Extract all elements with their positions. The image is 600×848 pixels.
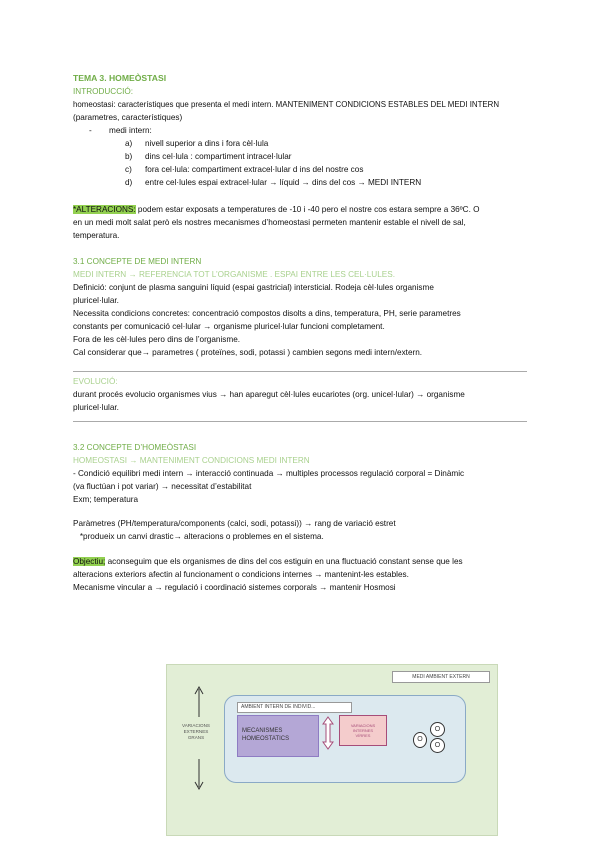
list-letter: d) (125, 178, 133, 187)
intro-line: (parametres, característiques) (73, 113, 183, 122)
section-subheading: MEDI INTERN → REFERENCIA TOT L’ORGANISME . ESPAI ENTRE LES CEL·LULES. (73, 270, 395, 279)
paragraph-line: constants per comunicació cel·lular → organisme pluricel·lular funcioni completament. (73, 322, 385, 331)
paragraph-line: pluricel·lular. (73, 403, 119, 412)
external-variations (176, 723, 216, 741)
page-title: TEMA 3. HOMEÒSTASI (73, 73, 167, 83)
list-letter: b) (125, 152, 133, 161)
list-item (73, 163, 527, 176)
objectiu-text: aconseguim que els organismes de dins del cos estiguin en una fluctuació constant sense que les (105, 557, 463, 566)
homeostasis-diagram (166, 664, 498, 836)
paragraph-line: - Condició equilibri medi intern → interacció continuada → multiples processos regulació corporal = Dinàmic (73, 469, 465, 478)
paragraph-line: Paràmetres (PH/temperatura/components (calci, sodi, potassi)) → rang de variació estret (73, 519, 396, 528)
double-arrow-icon (322, 716, 334, 750)
mechanisms-line: HOMEOSTATICS (242, 736, 290, 742)
internal-variations-line: VARIACIONS (350, 723, 376, 728)
up-arrow-icon (193, 685, 205, 719)
alteracions-text: podem estar exposats a temperatures de -10 i -40 pero el nostre cos estara sempre a 36ºC. O (135, 205, 480, 214)
intro-heading: INTRODUCCIÓ: (73, 87, 134, 96)
bullet-item (73, 124, 527, 137)
list-item (73, 150, 527, 163)
paragraph-line: Fora de les cèl·lules pero dins de l’organisme. (73, 335, 241, 344)
paragraph-line: *produeix un canvi drastic→ alteracions o problemes en el sistema. (73, 532, 324, 541)
bullet-dash: - (89, 126, 92, 135)
paragraph-line: (va fluctúan i pot variar) → necessitat d’estabilitat (73, 482, 252, 491)
cell-circle-icon: O (430, 722, 445, 737)
external-variations-line: VARIACIONS (182, 723, 210, 728)
alteracions-label: *ALTERACIONS: (73, 205, 136, 214)
internal-variations-line: INTERNES (352, 728, 374, 733)
external-variations-line: GRANS (187, 735, 205, 740)
paragraph-line: Cal considerar que→ parametres ( proteïnes, sodi, potassi ) cambien segons medi intern/extern. (73, 348, 423, 357)
external-environment-label: MEDI AMBIENT EXTERN (392, 671, 490, 683)
section-heading: 3.1 CONCEPTE DE MEDI INTERN (73, 257, 202, 266)
mechanisms-line: MECANISMES (242, 728, 283, 734)
external-variations-line: EXTERNES (183, 729, 209, 734)
paragraph-line: alteracions exteriors afectin al funcionament o condicions internes → mantenint-les estables. (73, 570, 409, 579)
list-text: nivell superior a dins i fora cèl·lula (145, 139, 269, 148)
document-page (73, 72, 527, 594)
objectiu-label: Objectiu; (73, 557, 106, 566)
list-text: fora cel·lula: compartiment extracel·lular d ins del nostre cos (145, 165, 364, 174)
paragraph-line: Definició: conjunt de plasma sanguini líquid (espai gastricial) intersticial. Rodeja cèl·lules organisme (73, 283, 434, 292)
paragraph-line: Mecanisme vincular a → regulació i coordinació sistemes corporals → mantenir Hosmosi (73, 583, 396, 592)
paragraph-line: Necessita condicions concretes: concentració compostos disolts a dins, temperatura, PH, serie parametres (73, 309, 461, 318)
paragraph-line: Exm; temperatura (73, 495, 139, 504)
section-heading: 3.2 CONCEPTE D’HOMEÒSTASI (73, 443, 197, 452)
homeostatic-mechanisms-box (237, 715, 319, 757)
internal-environment-label: AMBIENT INTERN DE INDIVID... (237, 702, 352, 713)
alteracions-paragraph (73, 203, 527, 216)
alteracions-line: en un medi molt salat però els nostres mecanismes d’homeostasi permeten mantenir estable el nivell de sal, (73, 218, 466, 227)
section-subheading: HOMEOSTASI → MANTENIMENT CONDICIONS MEDI INTERN (73, 456, 310, 465)
list-item (73, 137, 527, 150)
alteracions-line: temperatura. (73, 231, 120, 240)
list-item (73, 176, 527, 189)
list-text: dins cel·lula : compartiment intracel·lular (145, 152, 292, 161)
paragraph-line: pluricel·lular. (73, 296, 119, 305)
evolucio-heading: EVOLUCIÓ: (73, 377, 118, 386)
internal-variations-line: VÍRRES (355, 733, 371, 738)
intro-line: homeostasi: característiques que presenta el medi intern. MANTENIMENT CONDICIONS ESTABLES DEL MEDI INTERN (73, 100, 500, 109)
cell-circle-icon: O (430, 738, 445, 753)
list-letter: a) (125, 139, 133, 148)
objectiu-paragraph (73, 555, 527, 568)
bullet-label: medi intern: (109, 126, 152, 135)
internal-environment-box (224, 695, 466, 783)
internal-variations-box (339, 715, 387, 746)
list-text: entre cel·lules espai extracel·lular → líquid → dins del cos → MEDI INTERN (145, 178, 422, 187)
list-letter: c) (125, 165, 132, 174)
cell-circle-icon: O (413, 732, 427, 748)
down-arrow-icon (193, 757, 205, 791)
paragraph-line: durant procés evolucio organismes vius → han aparegut cèl·lules eucariotes (org. unicel·lular) → organisme (73, 390, 465, 399)
